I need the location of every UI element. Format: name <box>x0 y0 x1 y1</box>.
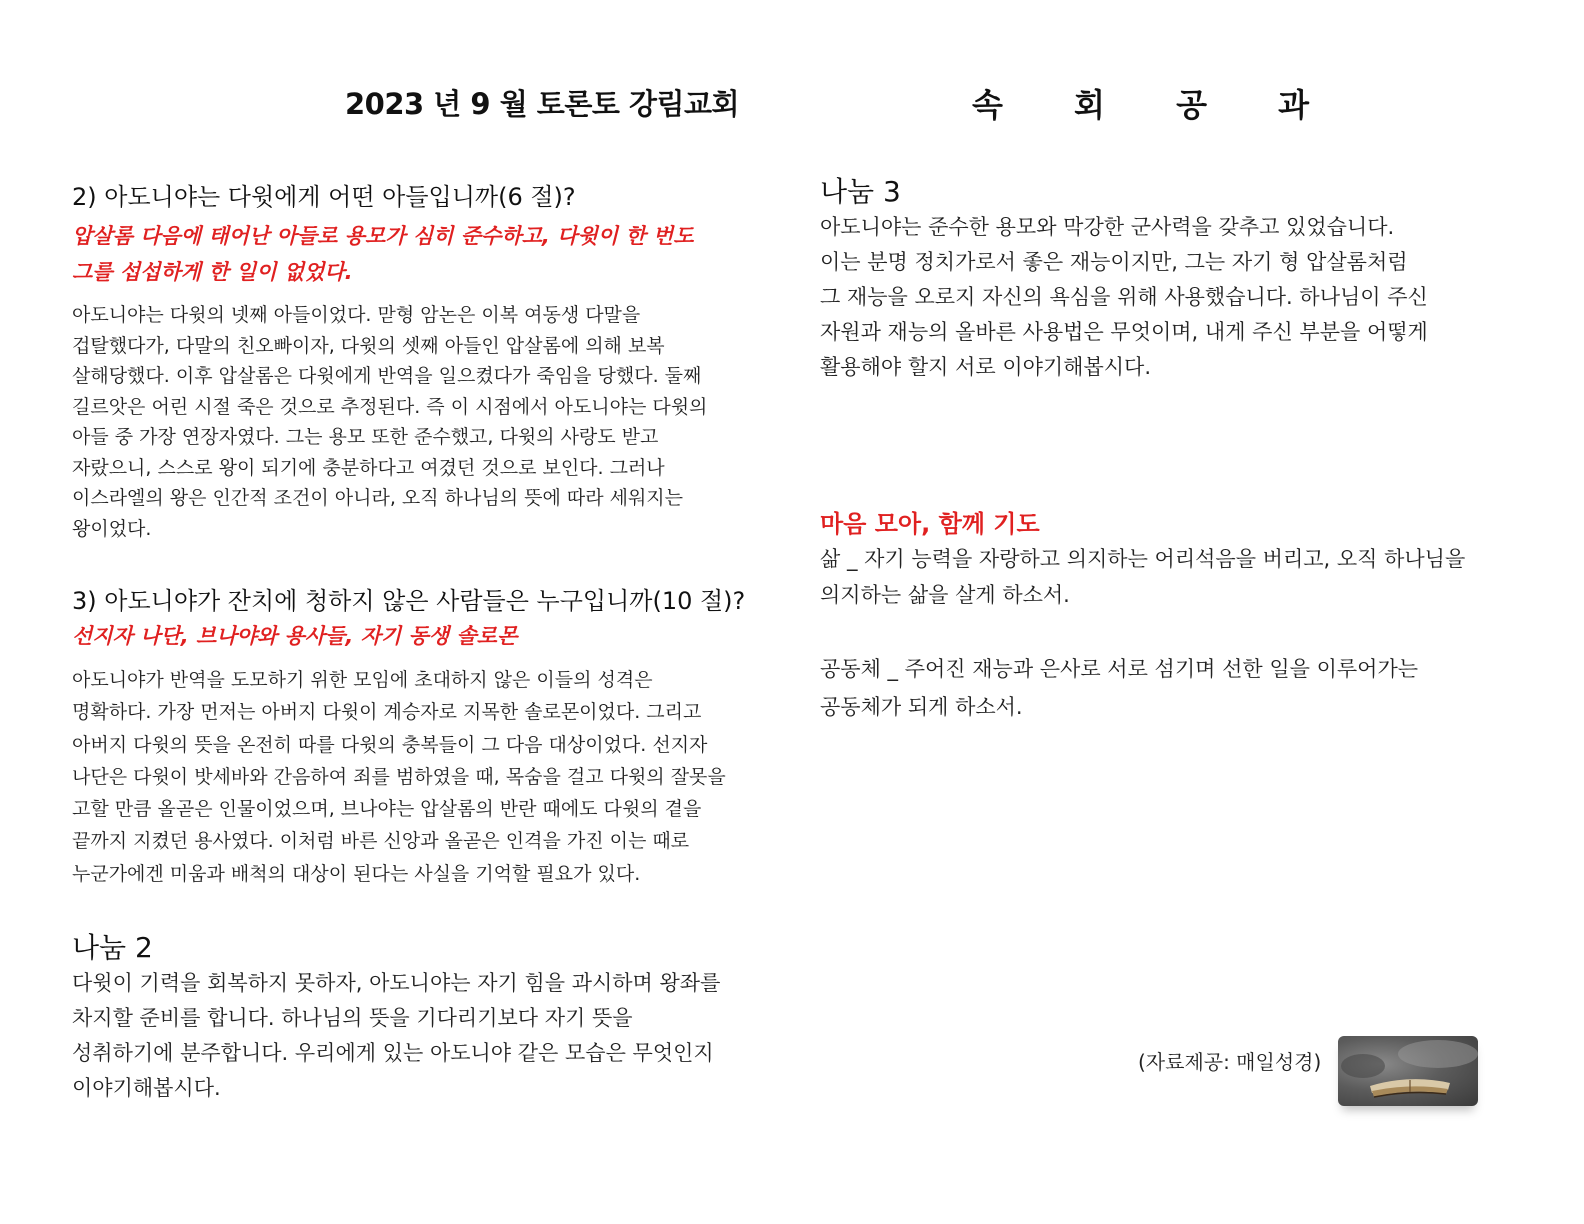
body-line: 명확하다. 가장 먼저는 아버지 다윗이 계승자로 지목한 솔로몬이었다. 그리고 <box>72 701 702 724</box>
body-line: 이는 분명 정치가로서 좋은 재능이지만, 그는 자기 형 압살롬처럼 <box>820 250 1408 274</box>
source-credit: (자료제공: 매일성경) <box>1138 1050 1322 1074</box>
question-3-answer: 선지자 나단, 브나야와 용사들, 자기 동생 솔로몬 <box>72 624 518 648</box>
share-3 <box>820 174 1520 385</box>
body-line: 아도니야는 준수한 용모와 막강한 군사력을 갖추고 있었습니다. <box>820 215 1395 239</box>
body-line: 자랐으니, 스스로 왕이 되기에 충분하다고 여겼던 것으로 보인다. 그러나 <box>72 456 665 479</box>
prayer-title: 마음 모아, 함께 기도 <box>820 510 1040 538</box>
body-line: 아도니야는 다윗의 넷째 아들이었다. 맏형 암논은 이복 여동생 다말을 <box>72 304 641 326</box>
body-line: 나단은 다윗이 밧세바와 간음하여 죄를 범하였을 때, 목숨을 걸고 다윗의 잘못을 <box>72 765 726 788</box>
question-2-answer-line-1: 압살롬 다음에 태어난 아들로 용모가 심히 준수하고, 다윗이 한 번도 <box>72 224 694 248</box>
body-line: 누군가에겐 미움과 배척의 대상이 된다는 사실을 기억할 필요가 있다. <box>72 862 641 885</box>
question-3-body <box>72 664 762 890</box>
prayer-life-line-1: 삶 _ 자기 능력을 자랑하고 의지하는 어리석음을 버리고, 오직 하나님을 <box>820 547 1466 571</box>
body-line: 그 재능을 오로지 자신의 욕심을 위해 사용했습니다. 하나님이 주신 <box>820 285 1428 309</box>
right-column <box>820 174 1520 725</box>
question-2-title: 2) 아도니야는 다윗에게 어떤 아들입니까(6 절)? <box>72 183 576 211</box>
body-line: 이야기해봅시다. <box>72 1076 221 1101</box>
body-line: 다윗이 기력을 회복하지 못하자, 아도니야는 자기 힘을 과시하며 왕좌를 <box>72 971 721 996</box>
body-line: 아버지 다윗의 뜻을 온전히 따를 다윗의 충복들이 그 다음 대상이었다. 선지자 <box>72 733 708 756</box>
prayer-life-line-2: 의지하는 삶을 살게 하소서. <box>820 583 1070 607</box>
body-line: 겁탈했다가, 다말의 친오빠이자, 다윗의 셋째 아들인 압살롬에 의해 보복 <box>72 334 665 357</box>
body-line: 살해당했다. 이후 압살롬은 다윗에게 반역을 일으켰다가 죽임을 당했다. 둘째 <box>72 365 702 387</box>
question-2-answer-line-2: 그를 섭섭하게 한 일이 없었다. <box>72 260 353 284</box>
share-2 <box>72 930 762 1106</box>
body-line: 고할 만큼 올곧은 인물이었으며, 브나야는 압살롬의 반란 때에도 다윗의 곁을 <box>72 798 702 821</box>
prayer-community-line-2: 공동체가 되게 하소서. <box>820 695 1023 719</box>
question-3 <box>72 584 762 890</box>
body-line: 차지할 준비를 합니다. 하나님의 뜻을 기다리기보다 자기 뜻을 <box>72 1006 633 1031</box>
header-right-title: 속 회 공 과 <box>972 86 1340 124</box>
body-line: 끝까지 지켰던 용사였다. 이처럼 바른 신앙과 올곧은 인격을 가진 이는 때로 <box>72 830 690 853</box>
prayer-section <box>820 507 1520 725</box>
question-2-body <box>72 300 762 544</box>
share-3-body <box>820 210 1520 385</box>
body-line: 성취하기에 분주합니다. 우리에게 있는 아도니야 같은 모습은 무엇인지 <box>72 1041 714 1066</box>
share-2-title: 나눔 2 <box>72 931 153 965</box>
body-line: 자원과 재능의 올바른 사용법은 무엇이며, 내게 주신 부분을 어떻게 <box>820 320 1428 344</box>
share-3-title: 나눔 3 <box>820 175 901 208</box>
left-column <box>72 180 762 1106</box>
body-line: 길르앗은 어린 시절 죽은 것으로 추정된다. 즉 이 시점에서 아도니야는 다윗의 <box>72 395 708 418</box>
body-line: 왕이었다. <box>72 517 152 540</box>
body-line: 이스라엘의 왕은 인간적 조건이 아니라, 오직 하나님의 뜻에 따라 세워지는 <box>72 487 684 509</box>
question-3-title: 3) 아도니야가 잔치에 청하지 않은 사람들은 누구입니까(10 절)? <box>72 587 746 615</box>
open-bible-photo-icon <box>1338 1036 1478 1106</box>
body-line: 아들 중 가장 연장자였다. 그는 용모 또한 준수했고, 다윗의 사랑도 받고 <box>72 426 659 448</box>
prayer-community-line-1: 공동체 _ 주어진 재능과 은사로 서로 섬기며 선한 일을 이루어가는 <box>820 657 1419 681</box>
body-line: 아도니야가 반역을 도모하기 위한 모임에 초대하지 않은 이들의 성격은 <box>72 669 653 691</box>
question-2 <box>72 180 762 544</box>
share-2-body <box>72 966 762 1106</box>
header-left-title: 2023 년 9 월 토론토 강림교회 <box>345 87 739 121</box>
body-line: 활용해야 할지 서로 이야기해봅시다. <box>820 355 1151 379</box>
